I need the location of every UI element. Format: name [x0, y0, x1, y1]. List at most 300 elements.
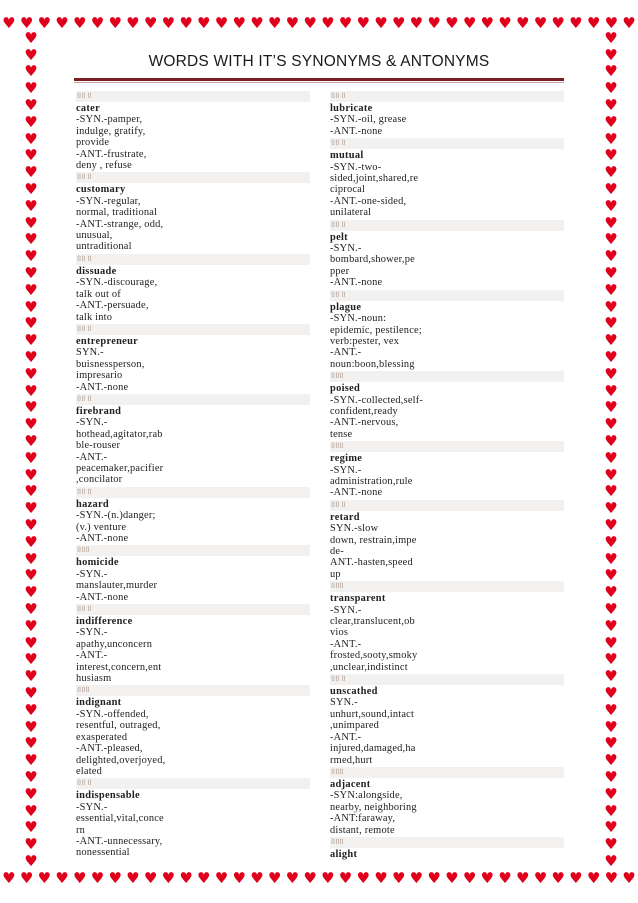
entry-separator-bar: [330, 767, 564, 778]
heart-icon: ♥: [24, 331, 38, 350]
heart-icon: ♥: [24, 784, 38, 803]
heart-icon: ♥: [604, 398, 618, 417]
heart-icon: ♥: [267, 13, 282, 32]
definition-line: -SYN.-: [76, 417, 108, 429]
definition-line: clear,translucent,ob: [330, 616, 415, 628]
heart-border-top: [0, 10, 638, 36]
definition-line: hothead,agitator,rab: [76, 428, 163, 440]
entry-separator-bar: [76, 604, 310, 615]
heart-icon: ♥: [604, 415, 618, 434]
heart-icon: ♥: [24, 364, 38, 383]
heart-icon: ♥: [604, 146, 618, 165]
definition-line: unusual,: [76, 230, 113, 242]
definition-line: -ANT.-pleased,: [76, 743, 143, 755]
definition-line: talk out of: [76, 288, 121, 300]
heart-icon: ♥: [24, 717, 38, 736]
heart-icon: ♥: [604, 45, 618, 64]
heart-icon: ♥: [498, 868, 512, 887]
definition-line: -SYN.-: [76, 801, 108, 813]
heart-icon: ♥: [24, 264, 38, 283]
heart-border-left: [18, 30, 44, 870]
heart-icon: ♥: [24, 432, 38, 451]
definition-line: tense: [330, 428, 353, 440]
heart-icon: ♥: [303, 13, 317, 32]
heart-icon: ♥: [445, 13, 459, 32]
heart-icon: ♥: [250, 13, 264, 32]
heart-icon: ♥: [161, 868, 176, 887]
heart-icon: ♥: [232, 868, 246, 887]
entry-separator-bar: [330, 371, 564, 382]
heart-icon: ♥: [604, 751, 618, 770]
definition-line: -ANT.-none: [330, 277, 383, 289]
heart-icon: ♥: [480, 868, 494, 887]
definition-line: -ANT:faraway,: [330, 813, 396, 825]
heart-icon: ♥: [24, 650, 38, 669]
definition-line: SYN.-: [330, 697, 358, 709]
heart-icon: ♥: [24, 213, 38, 232]
heart-icon: ♥: [24, 818, 38, 837]
definition-line: -ANT.-strange, odd,: [76, 218, 164, 230]
vocabulary-word: indispensable: [76, 790, 140, 802]
heart-icon: ♥: [24, 448, 38, 467]
entry-separator-bar: [330, 500, 564, 511]
entry-marker: ⌷⌷ ⌷: [331, 220, 346, 229]
heart-icon: ♥: [267, 868, 282, 887]
definition-line: -SYN.-noun:: [330, 313, 387, 325]
entry-marker: ⌷⌷ ⌷: [331, 500, 346, 509]
heart-icon: ♥: [604, 297, 618, 316]
heart-icon: ♥: [622, 868, 636, 887]
heart-icon: ♥: [108, 868, 122, 887]
heart-icon: ♥: [108, 13, 122, 32]
heart-icon: ♥: [533, 13, 548, 32]
heart-icon: ♥: [285, 868, 300, 887]
heart-icon: ♥: [462, 13, 477, 32]
heart-icon: ♥: [24, 314, 38, 333]
vocabulary-word: transparent: [330, 593, 386, 605]
definition-line: talk into: [76, 311, 113, 323]
vocabulary-word: lubricate: [330, 103, 373, 114]
vocabulary-word: cater: [76, 103, 100, 114]
entry-marker: ⌷⌷⌷: [331, 442, 344, 451]
definition-line: peacemaker,pacifier: [76, 462, 164, 474]
definition-line: rmed,hurt: [330, 754, 373, 766]
vocabulary-word: mutual: [330, 150, 364, 162]
heart-icon: ♥: [604, 532, 618, 551]
definition-line: administration,rule: [330, 475, 413, 487]
heart-icon: ♥: [179, 868, 193, 887]
heart-icon: ♥: [391, 868, 406, 887]
heart-icon: ♥: [214, 13, 229, 32]
heart-icon: ♥: [604, 364, 618, 383]
entry-marker: ⌷⌷ ⌷: [331, 290, 346, 299]
definition-line: impresario: [76, 370, 123, 382]
entry-marker: ⌷⌷ ⌷: [331, 675, 346, 684]
page-title: WORDS WITH IT’S SYNONYMS & ANTONYMS: [148, 53, 490, 70]
heart-icon: ♥: [55, 868, 69, 887]
heart-icon: ♥: [356, 868, 370, 887]
heart-icon: ♥: [285, 13, 300, 32]
heart-icon: ♥: [604, 180, 618, 199]
heart-icon: ♥: [24, 599, 38, 618]
heart-icon: ♥: [622, 13, 636, 32]
left-word-column: [76, 90, 310, 859]
definition-line: down, restrain,impe: [330, 534, 417, 546]
vocabulary-word: retard: [330, 511, 360, 523]
definition-line: essential,vital,conce: [76, 813, 164, 825]
heart-icon: ♥: [126, 868, 140, 887]
heart-icon: ♥: [24, 28, 38, 47]
definition-line: delighted,overjoyed,: [76, 754, 166, 766]
entry-separator-bar: [76, 91, 310, 102]
heart-icon: ♥: [604, 650, 618, 669]
heart-icon: ♥: [214, 868, 229, 887]
heart-icon: ♥: [197, 868, 211, 887]
heart-icon: ♥: [24, 583, 38, 602]
definition-line: -ANT.-: [330, 731, 362, 743]
heart-icon: ♥: [604, 213, 618, 232]
definition-line: ble-rouser: [76, 440, 121, 452]
heart-icon: ♥: [515, 13, 530, 32]
definition-line: apathy,unconcern: [76, 638, 153, 650]
entry-marker: ⌷⌷ ⌷: [77, 605, 92, 614]
definition-line: (v.) venture: [76, 521, 127, 533]
definition-line: bombard,shower,pe: [330, 254, 415, 266]
heart-icon: ♥: [24, 465, 38, 484]
definition-line: interest,concern,ent: [76, 661, 162, 673]
heart-icon: ♥: [24, 163, 38, 182]
definition-line: -ANT.-: [76, 650, 108, 662]
definition-line: buisnessperson,: [76, 358, 145, 370]
definition-line: indulge, gratify,: [76, 125, 146, 137]
heart-icon: ♥: [480, 13, 494, 32]
heart-icon: ♥: [604, 230, 618, 249]
heart-icon: ♥: [24, 297, 38, 316]
definition-line: unhurt,sound,intact: [330, 708, 415, 720]
heart-icon: ♥: [24, 616, 38, 635]
heart-border-right: [598, 30, 624, 870]
definition-line: -ANT.-none: [330, 487, 383, 499]
vocabulary-word: customary: [76, 184, 126, 196]
entry-marker: ⌷⌷ ⌷: [77, 92, 92, 100]
entry-marker: ⌷⌷ ⌷: [77, 487, 92, 496]
definition-line: -SYN.-: [76, 627, 108, 639]
heart-icon: ♥: [604, 516, 618, 534]
heart-icon: ♥: [409, 13, 424, 32]
heart-icon: ♥: [604, 331, 618, 350]
heart-icon: ♥: [604, 499, 618, 518]
definition-line: ,concilator: [76, 474, 123, 486]
heart-icon: ♥: [24, 801, 38, 820]
definition-line: -SYN.-: [330, 243, 362, 255]
heart-icon: ♥: [427, 13, 441, 32]
entry-marker: ⌷⌷⌷: [331, 582, 344, 591]
vocabulary-word: homicide: [76, 557, 119, 569]
heart-icon: ♥: [374, 13, 388, 32]
definition-line: -SYN.-: [330, 464, 362, 476]
heart-icon: ♥: [24, 230, 38, 249]
heart-icon: ♥: [24, 180, 38, 199]
heart-icon: ♥: [90, 868, 105, 887]
definition-line: epidemic, pestilence;: [330, 324, 422, 336]
title-rule: [74, 78, 564, 81]
definition-line: nonessential: [76, 847, 130, 859]
heart-icon: ♥: [321, 868, 335, 887]
heart-icon: ♥: [24, 415, 38, 434]
heart-icon: ♥: [24, 96, 38, 115]
heart-icon: ♥: [604, 280, 618, 299]
heart-icon: ♥: [143, 13, 158, 32]
heart-icon: ♥: [24, 196, 38, 215]
heart-icon: ♥: [604, 767, 618, 786]
heart-icon: ♥: [604, 868, 619, 887]
definition-line: -SYN.-: [330, 604, 362, 616]
definition-line: -SYN:alongside,: [330, 790, 403, 802]
entry-marker: ⌷⌷ ⌷: [331, 139, 346, 148]
definition-line: SYN.-slow: [330, 523, 379, 535]
definition-line: -ANT.-persuade,: [76, 300, 149, 312]
definition-line: -SYN.-oil, grease: [330, 114, 407, 126]
heart-icon: ♥: [24, 532, 38, 551]
entry-separator-bar: [330, 581, 564, 592]
heart-icon: ♥: [604, 314, 618, 333]
heart-icon: ♥: [604, 616, 618, 635]
definition-line: untraditional: [76, 241, 132, 253]
heart-icon: ♥: [338, 13, 353, 32]
heart-icon: ♥: [604, 13, 619, 32]
vocabulary-word: indignant: [76, 697, 122, 709]
definition-line: ANT.-hasten,speed: [330, 557, 413, 569]
entry-separator-bar: [76, 545, 310, 556]
vocabulary-word: regime: [330, 453, 363, 465]
definition-line: -SYN.-collected,self-: [330, 394, 424, 406]
heart-icon: ♥: [24, 62, 38, 81]
heart-icon: ♥: [604, 734, 618, 753]
heart-icon: ♥: [2, 13, 16, 32]
definition-line: noun:boon,blessing: [330, 358, 415, 370]
heart-icon: ♥: [604, 196, 618, 215]
vocabulary-word: poised: [330, 383, 361, 395]
heart-icon: ♥: [24, 516, 38, 534]
heart-icon: ♥: [604, 432, 618, 451]
definition-line: -SYN.-pamper,: [76, 114, 143, 126]
definition-line: verb:pester, vex: [330, 335, 400, 347]
heart-icon: ♥: [604, 818, 618, 837]
heart-icon: ♥: [37, 868, 52, 887]
heart-icon: ♥: [604, 667, 618, 686]
definition-line: husiasm: [76, 673, 112, 685]
heart-icon: ♥: [604, 264, 618, 283]
definition-line: provide: [76, 137, 110, 149]
vocabulary-word: alight: [330, 848, 358, 860]
heart-icon: ♥: [604, 163, 618, 182]
definition-line: frosted,sooty,smoky: [330, 650, 418, 662]
heart-icon: ♥: [24, 835, 38, 854]
definition-line: elated: [76, 765, 103, 777]
heart-icon: ♥: [24, 499, 38, 518]
definition-line: -SYN.-: [76, 568, 108, 580]
heart-icon: ♥: [427, 868, 441, 887]
heart-icon: ♥: [604, 835, 618, 854]
heart-icon: ♥: [515, 868, 530, 887]
heart-icon: ♥: [569, 13, 583, 32]
heart-icon: ♥: [303, 868, 317, 887]
heart-icon: ♥: [604, 599, 618, 618]
heart-icon: ♥: [445, 868, 459, 887]
vocabulary-word: hazard: [76, 498, 109, 510]
definition-line: pper: [330, 265, 350, 277]
heart-icon: ♥: [250, 868, 264, 887]
heart-icon: ♥: [19, 868, 34, 887]
heart-icon: ♥: [409, 868, 424, 887]
definition-line: -ANT.-unnecessary,: [76, 835, 163, 847]
heart-icon: ♥: [604, 465, 618, 484]
definition-line: exasperated: [76, 731, 128, 743]
vocabulary-word: dissuade: [76, 265, 117, 277]
entry-separator-bar: [330, 674, 564, 685]
heart-icon: ♥: [24, 549, 38, 568]
entry-separator-bar: [76, 685, 310, 696]
definition-line: -ANT.-none: [76, 533, 129, 544]
heart-icon: ♥: [604, 683, 618, 702]
heart-icon: ♥: [24, 667, 38, 686]
definition-line: -SYN.-two-: [330, 161, 382, 173]
vocabulary-word: plague: [330, 301, 362, 313]
heart-icon: ♥: [24, 683, 38, 702]
entry-marker: ⌷⌷ ⌷: [77, 173, 92, 182]
heart-icon: ♥: [604, 112, 618, 131]
definition-line: vios: [330, 627, 349, 639]
heart-icon: ♥: [356, 13, 370, 32]
heart-icon: ♥: [24, 767, 38, 786]
entry-separator-bar: [330, 220, 564, 231]
heart-icon: ♥: [24, 751, 38, 770]
definition-line: deny , refuse: [76, 160, 132, 172]
definition-line: normal, traditional: [76, 207, 158, 219]
definition-line: -ANT.-none: [330, 125, 383, 137]
heart-icon: ♥: [232, 13, 246, 32]
definition-line: confident,ready: [330, 405, 398, 417]
heart-icon: ♥: [24, 851, 38, 870]
heart-icon: ♥: [37, 13, 52, 32]
definition-line: distant, remote: [330, 824, 395, 836]
heart-border-bottom: [0, 865, 638, 891]
heart-icon: ♥: [24, 45, 38, 64]
entry-separator-bar: [330, 290, 564, 301]
heart-icon: ♥: [551, 868, 565, 887]
heart-icon: ♥: [24, 566, 38, 585]
definition-line: -ANT.-one-sided,: [330, 195, 407, 207]
heart-icon: ♥: [604, 62, 618, 81]
heart-icon: ♥: [73, 13, 87, 32]
heart-icon: ♥: [569, 868, 583, 887]
vocabulary-word: indifference: [76, 616, 133, 628]
heart-icon: ♥: [24, 280, 38, 299]
heart-icon: ♥: [604, 633, 618, 652]
entry-separator-bar: [330, 441, 564, 452]
definition-line: -SYN.-discourage,: [76, 277, 158, 289]
definition-line: de-: [330, 546, 344, 557]
entry-separator-bar: [76, 394, 310, 405]
heart-icon: ♥: [24, 146, 38, 165]
heart-icon: ♥: [604, 583, 618, 602]
definition-line: ,unimpared: [330, 720, 380, 732]
heart-icon: ♥: [143, 868, 158, 887]
heart-icon: ♥: [604, 700, 618, 719]
heart-icon: ♥: [604, 381, 618, 400]
entry-separator-bar: [330, 91, 564, 102]
heart-icon: ♥: [604, 801, 618, 820]
heart-icon: ♥: [374, 868, 388, 887]
entry-marker: ⌷⌷ ⌷: [77, 779, 92, 788]
entry-marker: ⌷⌷⌷: [331, 837, 344, 846]
heart-icon: ♥: [604, 566, 618, 585]
definition-line: unilateral: [330, 207, 372, 219]
heart-icon: ♥: [24, 482, 38, 501]
heart-icon: ♥: [604, 247, 618, 266]
definition-line: -ANT.-none: [76, 381, 129, 393]
definition-line: resentful, outraged,: [76, 720, 161, 732]
definition-line: -SYN.-regular,: [76, 195, 141, 207]
entry-separator-bar: [76, 324, 310, 335]
heart-icon: ♥: [24, 79, 38, 98]
heart-icon: ♥: [586, 13, 601, 32]
entry-marker: ⌷⌷ ⌷: [77, 324, 92, 333]
definition-line: -ANT.-none: [76, 591, 129, 603]
entry-marker: ⌷⌷⌷: [77, 686, 90, 695]
heart-icon: ♥: [604, 96, 618, 115]
heart-icon: ♥: [604, 348, 618, 367]
heart-icon: ♥: [604, 784, 618, 803]
entry-marker: ⌷⌷⌷: [331, 372, 344, 381]
heart-icon: ♥: [551, 13, 565, 32]
entry-marker: ⌷⌷ ⌷: [77, 394, 92, 403]
definition-line: up: [330, 568, 341, 580]
definition-line: ,unclear,indistinct: [330, 661, 408, 673]
heart-icon: ♥: [73, 868, 87, 887]
entry-separator-bar: [76, 172, 310, 183]
heart-icon: ♥: [24, 381, 38, 400]
title-rule-thin: [74, 82, 564, 83]
entry-separator-bar: [76, 254, 310, 265]
vocabulary-word: unscathed: [330, 686, 378, 698]
heart-icon: ♥: [24, 247, 38, 266]
heart-icon: ♥: [24, 700, 38, 719]
definition-line: manslauter,murder: [76, 580, 158, 592]
heart-icon: ♥: [24, 398, 38, 417]
definition-line: ciprocal: [330, 184, 366, 196]
heart-icon: ♥: [604, 28, 618, 47]
definition-line: SYN.-: [76, 347, 104, 359]
definition-line: -ANT.-nervous,: [330, 417, 399, 429]
entry-separator-bar: [76, 487, 310, 498]
heart-icon: ♥: [321, 13, 335, 32]
heart-icon: ♥: [197, 13, 211, 32]
heart-icon: ♥: [24, 112, 38, 131]
entry-marker: ⌷⌷ ⌷: [331, 92, 346, 100]
definition-line: injured,damaged,ha: [330, 743, 416, 755]
heart-icon: ♥: [2, 868, 16, 887]
heart-icon: ♥: [604, 549, 618, 568]
heart-icon: ♥: [586, 868, 601, 887]
heart-icon: ♥: [604, 79, 618, 98]
heart-icon: ♥: [55, 13, 69, 32]
heart-icon: ♥: [179, 13, 193, 32]
heart-icon: ♥: [604, 448, 618, 467]
entry-separator-bar: [76, 778, 310, 789]
vocabulary-word: pelt: [330, 231, 348, 243]
heart-icon: ♥: [24, 348, 38, 367]
